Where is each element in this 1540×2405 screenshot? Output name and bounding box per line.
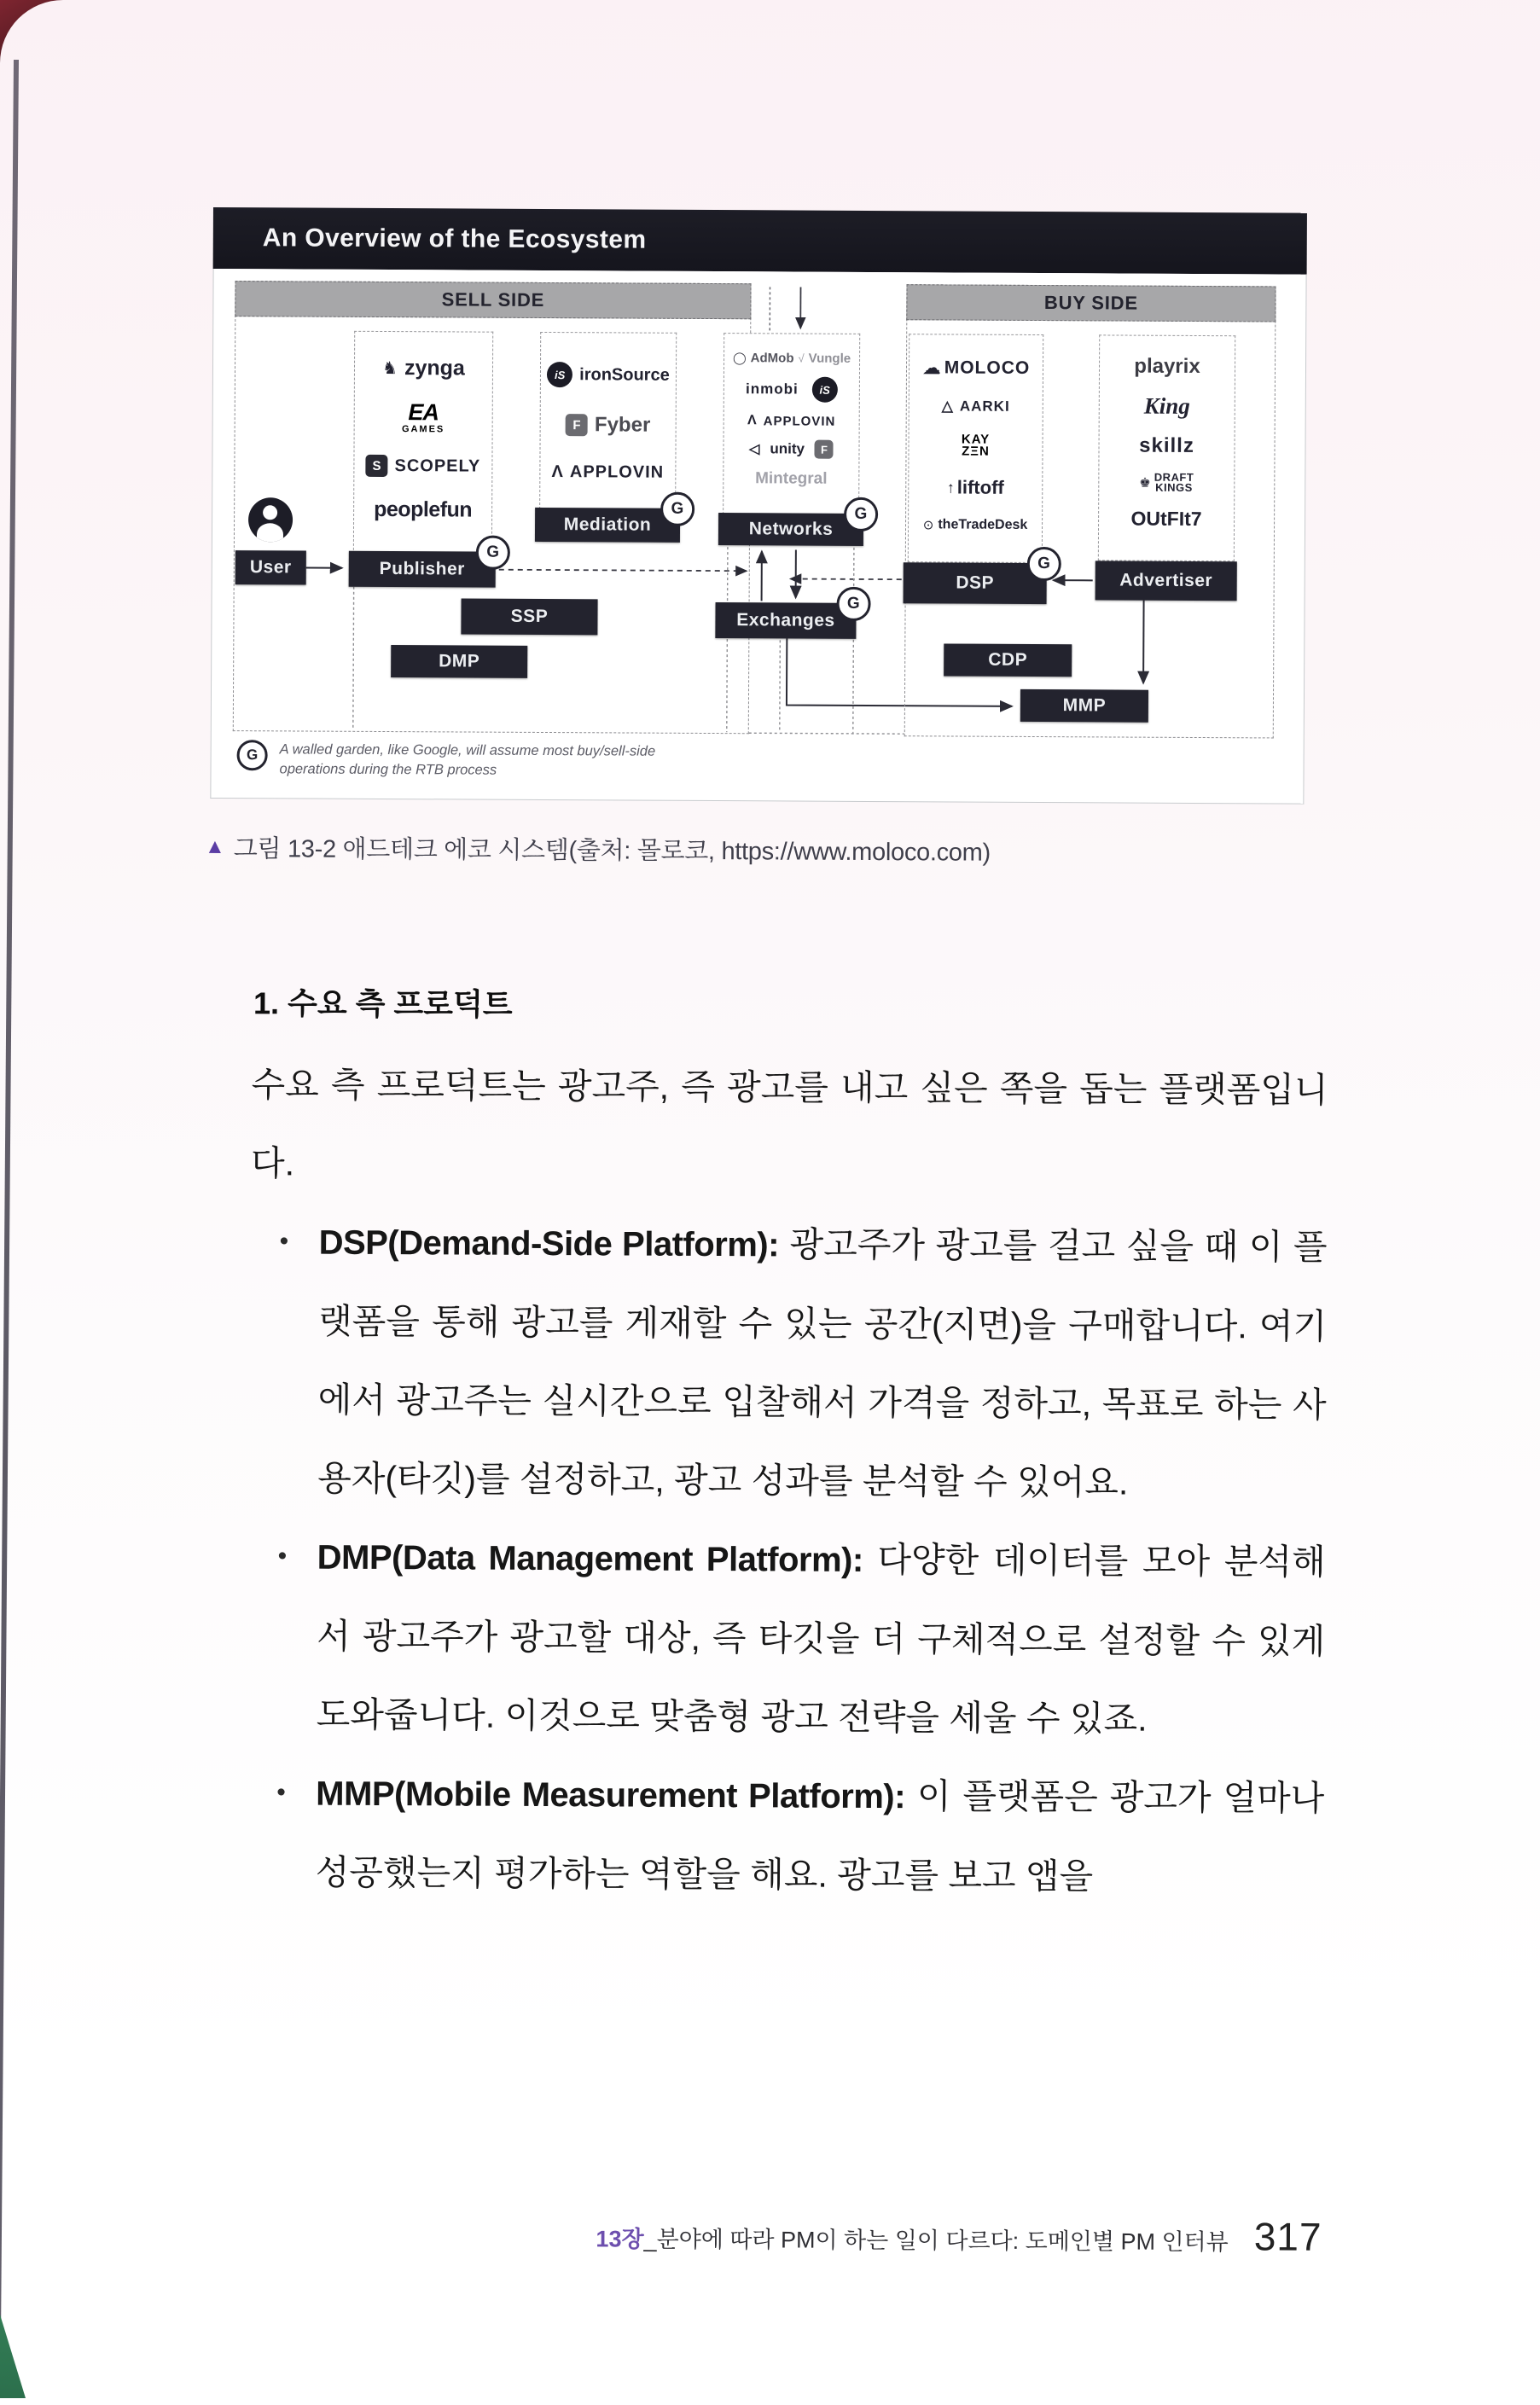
networks-applovin-logo: Λ APPLOVIN [747, 413, 835, 429]
fyber-logo: F Fyber [566, 413, 651, 438]
exchanges-box: Exchanges G [715, 602, 856, 639]
ecosystem-figure [210, 207, 1307, 805]
figure-footnote [236, 740, 655, 781]
mintegral-logo: Mintegral [755, 469, 828, 488]
moloco-logo: ☁ MOLOCO [922, 357, 1031, 380]
ironsource-logo: iS ironSource [547, 362, 670, 388]
google-badge-icon: G [476, 536, 510, 570]
bullet-dot: • [276, 1753, 286, 1832]
bullet-dmp [247, 1517, 1325, 1759]
body-text [247, 979, 1329, 1917]
publisher-box: Publisher G [349, 551, 496, 588]
google-badge-icon: G [844, 497, 878, 532]
kayzen-logo: KAY ZΞN [962, 434, 990, 458]
vungle-icon: √ [798, 352, 804, 365]
footnote-line2: operations during the RTB process [279, 759, 655, 781]
fyber-icon: F [566, 414, 588, 436]
bullet-dsp [249, 1202, 1328, 1523]
mediation-box: Mediation G [535, 508, 680, 543]
aarki-logo: △ AARKI [942, 398, 1010, 415]
outfit7-logo: OUtFIt7 [1130, 508, 1201, 531]
figure-diagram [210, 269, 1306, 805]
bullet-dsp-text: 광고주가 광고를 걸고 싶을 때 이 플랫폼을 통해 광고를 게재할 수 있는 공간(지면)을 구매합니다. 여기에서 광고주는 실시간으로 입찰해서 가격을 정하고, 목표로 하는 사용자(타깃)를 설정하고, 광고 성과를 분석할 수 있어요. [317, 1224, 1328, 1502]
google-badge-icon: G [836, 587, 870, 621]
applovin-icon: Λ [552, 462, 563, 482]
user-icon [248, 497, 293, 542]
sell-side-label: SELL SIDE [442, 288, 545, 311]
bullet-mmp-lead: MMP(Mobile Measurement Platform): [316, 1775, 905, 1816]
mediation-column [539, 332, 677, 510]
sell-side-header [235, 281, 751, 319]
bullet-mmp [247, 1753, 1325, 1917]
buy-side-header [906, 284, 1276, 322]
intro-paragraph: 수요 측 프로덕트는 광고주, 즉 광고를 내고 싶은 쪽을 돕는 플랫폼입니다. [251, 1045, 1328, 1208]
dsp-column [908, 334, 1043, 563]
page-footer [596, 2210, 1322, 2259]
dmp-box: DMP [391, 645, 527, 678]
buy-side-label: BUY SIDE [1044, 292, 1138, 315]
figure-caption [205, 829, 991, 868]
bullet-dmp-text: 다양한 데이터를 모아 분석해서 광고주가 광고할 대상, 즉 타깃을 더 구체적으로 설정할 수 있게 도와줍니다. 이것으로 맞춤형 광고 전략을 세울 수 있죠. [317, 1540, 1326, 1739]
scopely-logo: S SCOPELY [365, 455, 480, 478]
user-box: User [235, 550, 306, 584]
king-logo: King [1144, 393, 1190, 420]
google-badge-icon: G [237, 740, 268, 770]
mmp-box: MMP [1020, 689, 1148, 723]
draftkings-logo: ♚ DRAFT KINGS [1139, 473, 1194, 493]
bullet-dmp-lead: DMP(Data Management Platform): [317, 1539, 863, 1579]
bullet-dot: • [277, 1517, 287, 1595]
footnote-line1: A walled garden, like Google, will assume most buy/sell-side [280, 740, 656, 761]
advertiser-column [1098, 334, 1235, 561]
zynga-logo: ♞ zynga [382, 356, 465, 381]
applovin-icon: Λ [747, 413, 757, 428]
dsp-box: DSP G [904, 562, 1047, 604]
unity-icon: ◁ [749, 440, 759, 457]
networks-column [723, 333, 860, 515]
inmobi-ironsource-logos: inmobi iS [746, 376, 838, 403]
admob-icon: ◯ [733, 351, 747, 365]
ea-games-logo: EA GAMES [402, 401, 445, 434]
caption-text: 그림 13-2 애드테크 에코 시스템(출처: 몰로코, https://www.moloco.com) [234, 829, 991, 868]
ironsource-icon: iS [547, 362, 572, 387]
footer-title: _분야에 따라 PM이 하는 일이 다르다: 도메인별 PM 인터뷰 [644, 2221, 1229, 2257]
figure-title-bar [213, 207, 1307, 275]
scopely-icon: S [365, 455, 387, 477]
fyber-icon: F [815, 440, 834, 459]
google-badge-icon: G [1027, 547, 1061, 581]
section-heading: 1. 수요 측 프로덕트 [253, 979, 1328, 1029]
bullet-dsp-lead: DSP(Demand-Side Platform): [319, 1224, 780, 1264]
unity-fyber-logos: ◁ unity F [749, 439, 834, 459]
caption-triangle-icon: ▲ [205, 834, 225, 858]
footer-chapter: 13장 [596, 2220, 643, 2253]
bullet-mmp-text: 이 플랫폼은 광고가 얼마나 성공했는지 평가하는 역할을 해요. 광고를 보고 앱을 [316, 1776, 1325, 1896]
playrix-logo: playrix [1134, 355, 1200, 379]
ironsource-badge-icon: iS [812, 377, 838, 403]
networks-box: Networks G [718, 513, 863, 546]
ssp-box: SSP [461, 598, 597, 635]
liftoff-logo: ↑ liftoff [947, 476, 1004, 498]
figure-title: An Overview of the Ecosystem [263, 224, 647, 254]
draftkings-crown-icon: ♚ [1139, 475, 1151, 491]
skillz-logo: skillz [1139, 434, 1194, 458]
thetradedesk-icon: ⊙ [923, 517, 934, 532]
aarki-icon: △ [942, 398, 953, 415]
peoplefun-logo: peoplefun [374, 497, 472, 523]
bullet-dot: • [279, 1202, 288, 1281]
thetradedesk-logo: ⊙ theTradeDesk [923, 517, 1028, 533]
page-number: 317 [1254, 2213, 1322, 2259]
cdp-box: CDP [944, 643, 1072, 677]
zynga-dog-icon: ♞ [382, 357, 398, 379]
google-badge-icon: G [660, 492, 694, 526]
liftoff-rocket-icon: ↑ [947, 479, 955, 497]
publisher-column [353, 331, 493, 555]
moloco-cloud-icon: ☁ [922, 357, 941, 379]
applovin-logo: Λ APPLOVIN [552, 462, 665, 483]
advertiser-box: Advertiser [1095, 561, 1237, 601]
admob-vungle-logos: ◯ AdMob √ Vungle [733, 351, 851, 366]
